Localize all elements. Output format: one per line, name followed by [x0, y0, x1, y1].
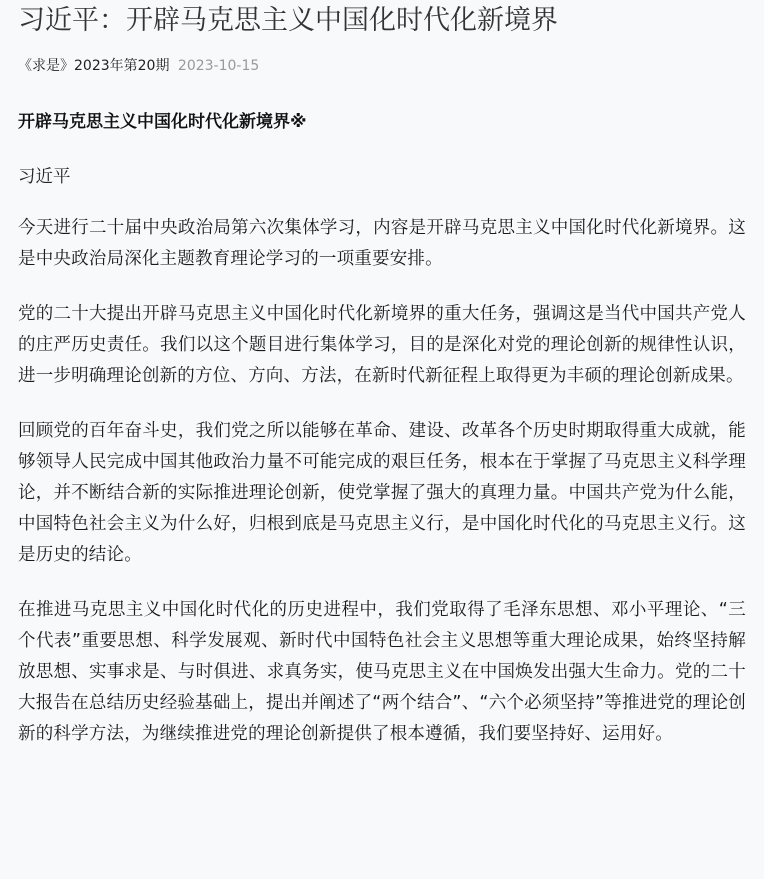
- article-paragraph-4: 在推进马克思主义中国化时代化的历史进程中，我们党取得了毛泽东思想、邓小平理论、“三个代表”重要思想、科学发展观、新时代中国特色社会主义思想等重大理论成果，始终坚持解放思想、实事求是、与时俱进、求真务实，使马克思主义在中国焕发出强大生命力。党的二十大报告在总结历史经验基础上，提出并阐述了“两个结合”、“六个必须坚持”等推进党的理论创新的科学方法，为继续推进党的理论创新提供了根本遵循，我们要坚持好、运用好。: [18, 600, 746, 744]
- article-author: 习近平: [18, 167, 71, 187]
- article-date: 2023-10-15: [177, 58, 260, 74]
- article-paragraph-1: 今天进行二十届中央政治局第六次集体学习，内容是开辟马克思主义中国化时代化新境界。这是中央政治局深化主题教育理论学习的一项重要安排。: [18, 218, 746, 269]
- article-paragraph-3: 回顾党的百年奋斗史，我们党之所以能够在革命、建设、改革各个历史时期取得重大成就，能够领导人民完成中国其他政治力量不可能完成的艰巨任务，根本在于掌握了马克思主义科学理论，并不断结合新的实际推进理论创新，使党掌握了强大的真理力量。中国共产党为什么能，中国特色社会主义为什么好，归根到底是马克思主义行，是中国化时代化的马克思主义行。这是历史的结论。: [18, 421, 746, 565]
- article-title: 习近平：开辟马克思主义中国化时代化新境界: [18, 5, 558, 36]
- article-subtitle: 开辟马克思主义中国化时代化新境界※: [18, 112, 307, 132]
- article-paragraph-2: 党的二十大提出开辟马克思主义中国化时代化新境界的重大任务，强调这是当代中国共产党人的庄严历史责任。我们以这个题目进行集体学习，目的是深化对党的理论创新的规律性认识，进一步明确理论创新的方位、方向、方法，在新时代新征程上取得更为丰硕的理论创新成果。: [18, 304, 746, 386]
- article-meta: [18, 56, 746, 76]
- article-source: 《求是》2023年第20期: [18, 58, 170, 74]
